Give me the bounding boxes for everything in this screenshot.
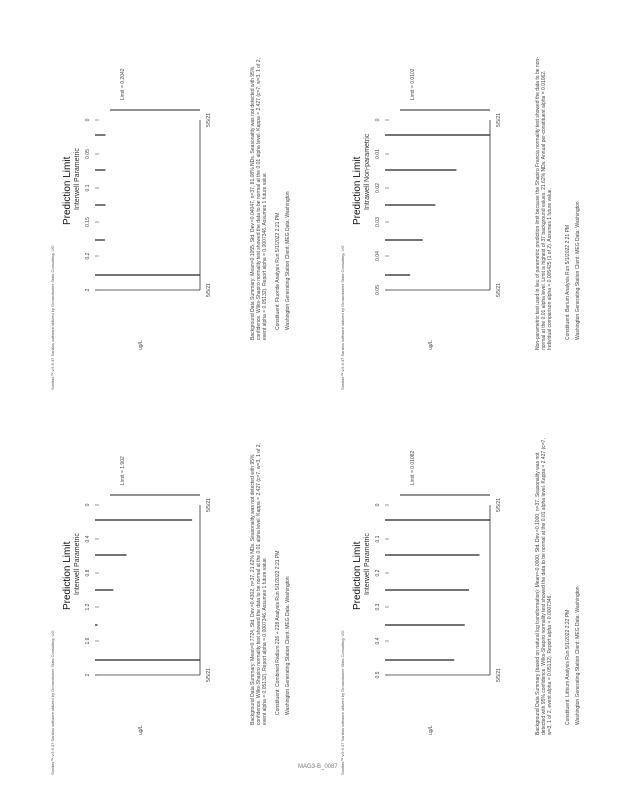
chart-footer-line1: Constituent: Fluoride Analysis Run 5/1/2022 2:21 PM bbox=[275, 212, 281, 330]
chart-svg bbox=[330, 20, 600, 400]
tick-label: 0.01 bbox=[375, 149, 381, 159]
tick-label: 0.05 bbox=[375, 285, 381, 295]
tick-label: 0.1 bbox=[85, 184, 91, 192]
chart-header: Sanitas™ v.9.6.37 Sanitas software utilized by Groundwater Stats Consulting. UG bbox=[340, 630, 345, 775]
y-axis-label: ug/L bbox=[428, 340, 434, 350]
tick-label: 1.2 bbox=[85, 603, 91, 611]
chart-subtitle: Interwell Parametric bbox=[74, 148, 81, 210]
date-label: 5/5/21 bbox=[206, 668, 212, 682]
chart-header: Sanitas™ v.9.6.37 Sanitas software utilized by Groundwater Stats Consulting. UG bbox=[50, 245, 55, 390]
chart-caption: Background Data Summary: Mean=0.7724, Std. Dev.=0.4302, n=37, 21.62% NDs. Seasonality was not detected with 95% confidence. Wilks-Shapiro normality test showed the data to be normal at the 0.01 alpha level. Kappa = 2.427 (c=7, w=3, 1 of 2, event alpha = 0.05132). Report alpha = 0.0007346. Assumes 1 future value. bbox=[250, 443, 268, 725]
chart-panel-fluoride bbox=[40, 20, 310, 400]
chart-title: Prediction Limit bbox=[62, 541, 73, 610]
tick-label: 0.15 bbox=[85, 217, 91, 227]
limit-label: Limit = 0.01082 bbox=[410, 450, 416, 485]
tick-label: 0 bbox=[375, 503, 381, 507]
chart-header: Sanitas™ v.9.6.37 Sanitas software utilized by Groundwater Stats Consulting. UG bbox=[340, 245, 345, 390]
tick-label: 0.04 bbox=[375, 251, 381, 261]
date-label: 5/5/21 bbox=[206, 113, 212, 127]
chart-title: Prediction Limit bbox=[352, 156, 363, 225]
limit-label: Limit = 0.2042 bbox=[120, 68, 126, 100]
chart-header: Sanitas™ v.9.6.37 Sanitas software utilized by Groundwater Stats Consulting. UG bbox=[50, 630, 55, 775]
tick-label: 0 bbox=[85, 118, 91, 122]
chart-caption: Background Data Summary (based on natural log transformation): Mean=-0.0000, Std. Dev.=0.1000, n=37. Seasonality was not detected with 95% confidence. Wilks-Shapiro normality test showed the data to be normal at the 0.01 alpha level. Kappa = 2.427 (c=7, w=3, 1 of 2, event alpha = 0.05132). Report alpha = 0.0007346. bbox=[535, 438, 553, 735]
tick-label: 0.2 bbox=[85, 252, 91, 260]
chart-panel-radium bbox=[40, 405, 310, 785]
date-label: 5/5/21 bbox=[206, 283, 212, 297]
chart-footer-line1: Constituent: Combined Radium 226 + 228 Analysis Run 5/1/2022 2:21 PM bbox=[275, 550, 281, 715]
chart-subtitle: Interwell Parametric bbox=[364, 533, 371, 595]
chart-subtitle: Interwell Parametric bbox=[74, 533, 81, 595]
chart-caption: Non-parametric test used in lieu of parametric prediction limit because the Shapiro Francia normality test showed the data to be non-normal at the 0.01 alpha level. Limit is highest of 37 background values. 21.62% NDs. Annual per-constituent alpha = 0.01062. Individual comparison alpha = 0.005425 (1 of 2). Assumes 1 future value. bbox=[535, 57, 553, 350]
chart-panel-barium bbox=[330, 20, 600, 400]
date-label: 5/5/21 bbox=[496, 113, 502, 127]
tick-label: 0.1 bbox=[375, 535, 381, 543]
tick-label: 0.05 bbox=[85, 149, 91, 159]
tick-label: 0.4 bbox=[85, 535, 91, 543]
date-label: 5/5/21 bbox=[206, 498, 212, 512]
chart-subtitle: Intrawell Non-parametric bbox=[364, 133, 371, 210]
tick-label: 0.8 bbox=[85, 569, 91, 577]
chart-panel-lithium bbox=[330, 405, 600, 785]
tick-label: 0.02 bbox=[375, 183, 381, 193]
chart-footer-line2: Washington Generating Station Client: MEG Data: Washington bbox=[575, 201, 581, 340]
date-label: 5/5/21 bbox=[496, 498, 502, 512]
tick-label: 0.3 bbox=[375, 603, 381, 611]
date-label: 5/5/21 bbox=[496, 668, 502, 682]
date-label: 5/5/21 bbox=[496, 283, 502, 297]
tick-label: 0.4 bbox=[375, 637, 381, 645]
y-axis-label: ug/L bbox=[138, 340, 144, 350]
y-axis-label: ug/L bbox=[138, 725, 144, 735]
chart-title: Prediction Limit bbox=[352, 541, 363, 610]
chart-svg bbox=[40, 20, 310, 400]
chart-footer-line2: Washington Generating Station Client: MEG Data: Washington bbox=[575, 586, 581, 725]
chart-footer-line2: Washington Generating Station Client: MEG Data: Washington bbox=[285, 576, 291, 715]
tick-label: 0.5 bbox=[375, 671, 381, 679]
tick-label: 0.03 bbox=[375, 217, 381, 227]
chart-footer-line1: Constituent: Barium Analysis Run 5/1/2022 2:21 PM bbox=[565, 224, 571, 340]
tick-label: 0.2 bbox=[375, 569, 381, 577]
chart-title: Prediction Limit bbox=[62, 156, 73, 225]
chart-svg bbox=[330, 405, 600, 785]
chart-svg bbox=[40, 405, 310, 785]
chart-footer-line1: Constituent: Lithium Analysis Run 5/1/2022 2:22 PM bbox=[565, 609, 571, 725]
y-axis-label: ug/L bbox=[428, 725, 434, 735]
tick-label: 0 bbox=[375, 118, 381, 122]
tick-label: 2 bbox=[85, 288, 91, 292]
tick-label: 1.6 bbox=[85, 637, 91, 645]
tick-label: 0 bbox=[85, 503, 91, 507]
page-footer-code: MAG3-B_0087 bbox=[298, 764, 338, 770]
chart-footer-line2: Washington Generating Station Client: MEG Data: Washington bbox=[285, 191, 291, 330]
limit-label: Limit = 1.902 bbox=[120, 456, 126, 485]
limit-label: Limit = 0.0102 bbox=[410, 68, 416, 100]
chart-caption: Background Data Summary: Mean=0.1055, Std. Dev.=0.04047, n=37, 81.08% NDs. Seasonality was not detected with 95% confidence. Wilks-Shapiro normality test showed the data to be normal at the 0.01 alpha level. Kappa = 2.427 (c=7, w=3, 1 of 2, event alpha = 0.05132). Report alpha = 0.0007346. Assumes 1 future value. bbox=[250, 58, 268, 340]
tick-label: 2 bbox=[85, 673, 91, 677]
